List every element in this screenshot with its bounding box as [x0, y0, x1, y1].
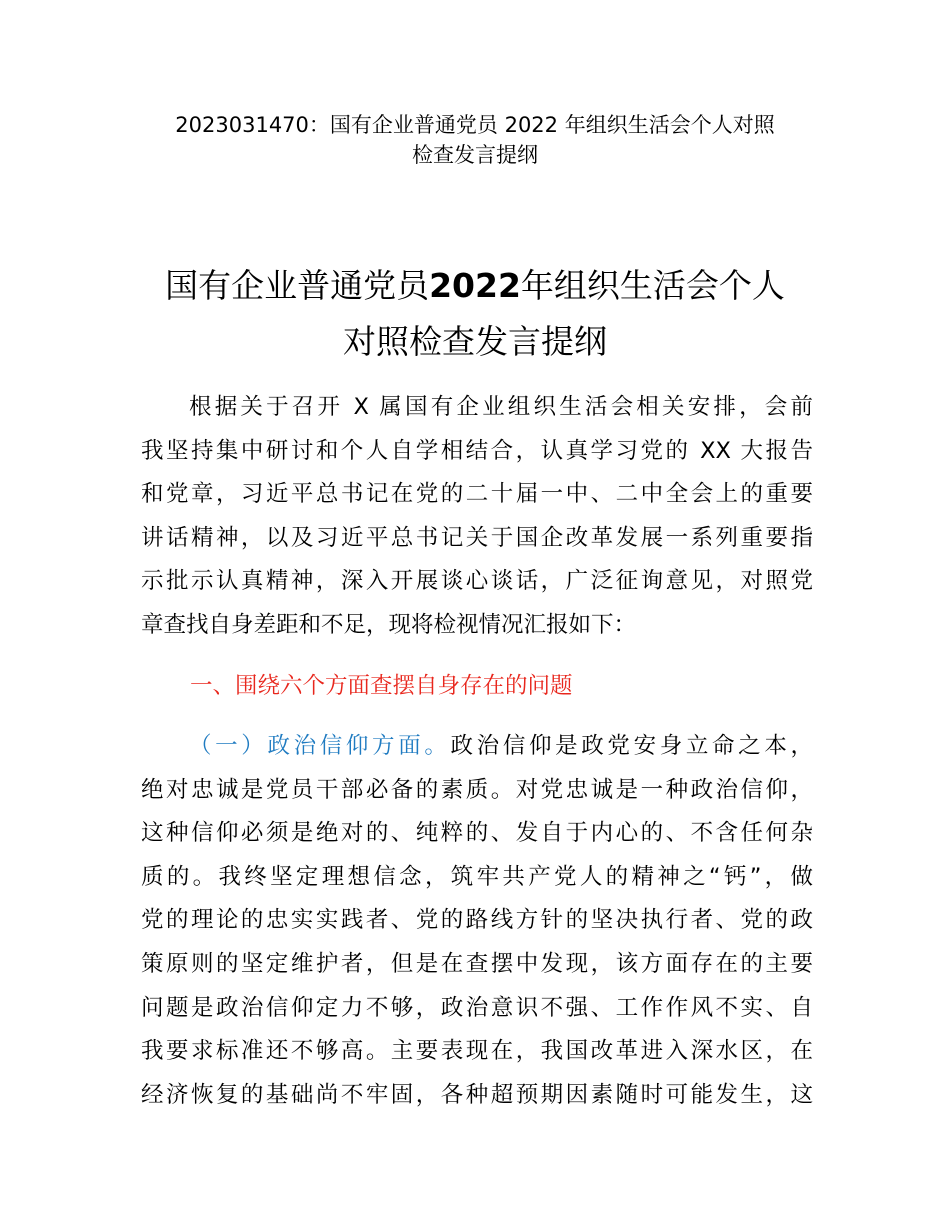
header-line-1: 2023031470：国有企业普通党员 2022 年组织生活会个人对照	[175, 113, 775, 137]
title-part-a: 国有企业普通党员	[165, 266, 430, 305]
paragraph-line: 讲话精神，以及习近平总书记关于国企改革发展一系列重要指	[141, 524, 813, 551]
paragraph-line: 质的。我终坚定理想信念，筑牢共产党人的精神之“钙”，做	[141, 863, 813, 890]
document-header	[130, 110, 820, 170]
political-belief-paragraph	[141, 725, 813, 1117]
header-line-2: 检查发言提纲	[412, 143, 538, 167]
intro-paragraph	[141, 386, 813, 648]
title-line-1	[110, 258, 840, 314]
paragraph-first-line	[141, 725, 813, 769]
paragraph-line: 经济恢复的基础尚不牢固，各种超预期因素随时可能发生，这	[141, 1081, 813, 1108]
title-line-2: 对照检查发言提纲	[343, 322, 607, 361]
paragraph-text: 政治信仰是政党安身立命之本，	[450, 733, 813, 759]
paragraph-line: 章查找自身差距和不足，现将检视情况汇报如下：	[141, 611, 637, 638]
paragraph-line: 党的理论的忠实实践者、党的路线方针的坚决执行者、党的政	[141, 907, 813, 934]
document-title	[110, 258, 840, 370]
paragraph-line: 我要求标准还不够高。主要表现在，我国改革进入深水区，在	[141, 1038, 813, 1065]
paragraph-line: 示批示认真精神，深入开展谈心谈话，广泛征询意见，对照党	[141, 568, 813, 595]
subsection-heading: （一）政治信仰方面。	[189, 733, 451, 759]
paragraph-line: 绝对忠诚是党员干部必备的素质。对党忠诚是一种政治信仰，	[141, 776, 813, 803]
title-part-b: 年组织生活会个人	[520, 266, 785, 305]
paragraph-line: 问题是政治信仰定力不够，政治意识不强、工作作风不实、自	[141, 994, 813, 1021]
paragraph-line: 根据关于召开 X 属国有企业组织生活会相关安排，会前	[189, 394, 813, 420]
paragraph-line: 和党章，习近平总书记在党的二十届一中、二中全会上的重要	[141, 481, 813, 508]
paragraph-line: 我坚持集中研讨和个人自学相结合，认真学习党的 XX 大报告	[141, 437, 813, 464]
paragraph-line: 这种信仰必须是绝对的、纯粹的、发自于内心的、不含任何杂	[141, 820, 813, 847]
section-heading: 一、围绕六个方面查摆自身存在的问题	[190, 673, 573, 699]
paragraph-line: 策原则的坚定维护者，但是在查摆中发现，该方面存在的主要	[141, 950, 813, 977]
title-year: 2022	[429, 266, 521, 305]
